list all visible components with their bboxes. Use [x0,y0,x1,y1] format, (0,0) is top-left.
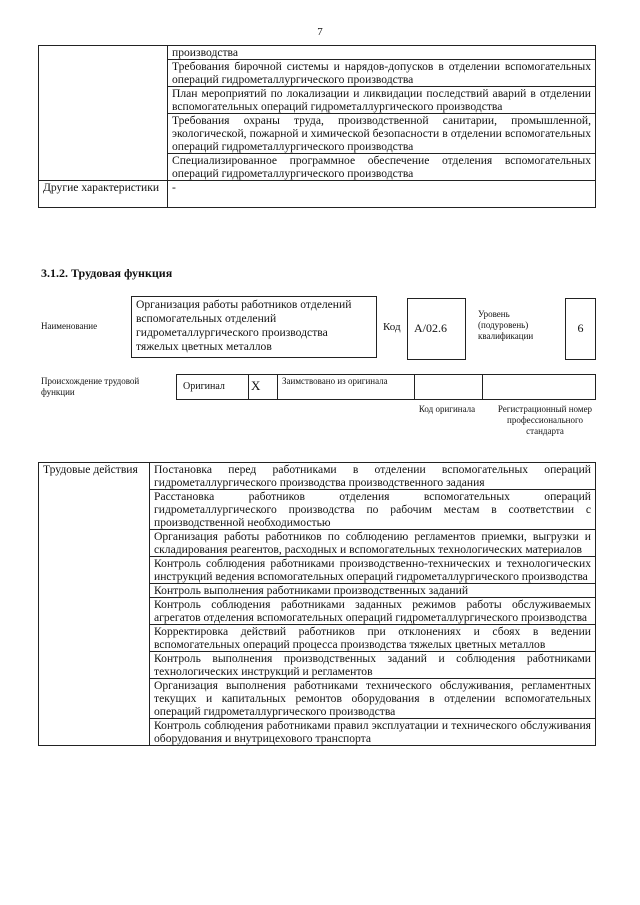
table-cell: производства [168,46,596,60]
table-row [39,46,596,60]
function-name: Организация работы работников отделений вспомогательных отделений гидрометаллургического производства тяжелых цветных металлов [131,296,377,358]
table-row [39,463,596,490]
original-label: Оригинал [183,381,225,392]
name-label: Наименование [41,321,98,331]
table-cell: Организация работы работников по соблюдению регламентов приемки, выгрузки и складирования реагентов, расходных и вспомогательных технологических материалов [150,530,596,557]
knowledge-table [38,45,596,208]
table-cell: Расстановка работников отделения вспомогательных операций гидрометаллургического производства по рабочим местам в соответствии с производственной необходимостью [150,490,596,530]
table-cell: Контроль соблюдения работниками заданных режимов работы обслуживаемых агрегатов отделения вспомогательных операций гидрометаллургического производства [150,598,596,625]
other-characteristics-value: - [168,181,596,208]
level-label: Уровень (подуровень) квалификации [478,309,534,341]
table-cell: Корректировка действий работников при отклонениях и сбоях в ведении вспомогательных операций процесса производства тяжелых цветных металлов [150,625,596,652]
empty-label-cell [39,46,168,181]
table-cell: Контроль выполнения производственных заданий и соблюдения работниками технологических инструкций и регламентов [150,652,596,679]
table-cell: Требования охраны труда, производственной санитарии, промышленной, экологической, пожарной и химической безопасности в отделении вспомогательных операций гидрометаллургического производства [168,114,596,154]
table-cell: Постановка перед работниками в отделении вспомогательных операций гидрометаллургического производства производственного задания [150,463,596,490]
table-cell: План мероприятий по локализации и ликвидации последствий аварий в отделении вспомогательных операций гидрометаллургического производства [168,87,596,114]
labour-actions-table [38,462,596,746]
original-mark: X [251,378,261,393]
table-cell: Контроль выполнения работниками производственных заданий [150,584,596,598]
origin-row [176,374,596,400]
code-original-caption: Код оригинала [418,404,476,414]
table-cell: Контроль соблюдения работниками правил эксплуатации и технического обслуживания оборудования и внутрицехового транспорта [150,719,596,746]
function-code: A/02.6 [407,298,466,360]
registration-caption: Регистрационный номер профессионального стандарта [497,404,593,436]
level-value: 6 [565,298,596,360]
table-row [39,181,596,208]
table-cell: Специализированное программное обеспечение отделения вспомогательных операций гидрометаллургического производства [168,154,596,181]
table-cell: Контроль соблюдения работниками производственно-технических и технологических инструкций ведения вспомогательных операций гидрометаллургического производства [150,557,596,584]
origin-label: Происхождение трудовой функции [41,376,140,397]
table-cell: Требования бирочной системы и нарядов-допусков в отделении вспомогательных операций гидрометаллургического производства [168,60,596,87]
table-cell: Организация выполнения работниками технического обслуживания, регламентных текущих и капитальных ремонтов оборудования в отделении вспомогательных операций гидрометаллургического производства [150,679,596,719]
other-characteristics-label: Другие характеристики [39,181,168,208]
section-heading: 3.1.2. Трудовая функция [41,266,173,280]
actions-label: Трудовые действия [39,463,150,746]
page-number: 7 [317,26,323,38]
borrowed-label: Заимствовано из оригинала [282,376,388,386]
code-label: Код [383,321,401,333]
